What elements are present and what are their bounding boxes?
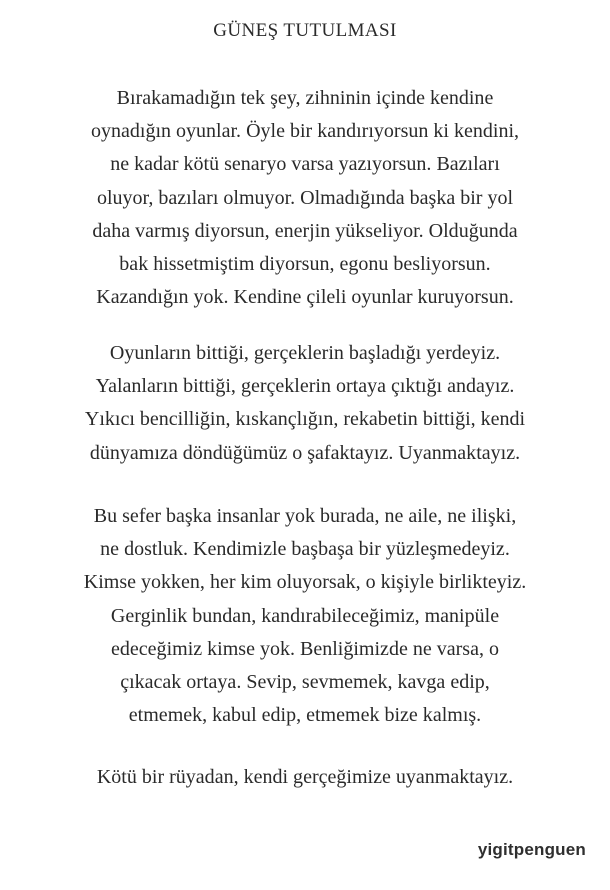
page-title: GÜNEŞ TUTULMASI bbox=[213, 20, 397, 41]
author-signature: yigitpenguen bbox=[477, 840, 586, 859]
text-line: Bırakamadığın tek şey, zihninin içinde kendine bbox=[116, 87, 494, 109]
text-line: oluyor, bazıları olmuyor. Olmadığında başka bir yol bbox=[96, 186, 514, 209]
paragraph-4 bbox=[0, 761, 610, 794]
text-line: Kazandığın yok. Kendine çileli oyunlar kuruyorsun. bbox=[96, 286, 514, 309]
text-line: Yıkıcı bencilliğin, kıskançlığın, rekabetin bittiği, kendi bbox=[84, 408, 526, 431]
text-line: Gerginlik bundan, kandırabileceğimiz, manipüle bbox=[110, 604, 500, 627]
paragraph-2 bbox=[0, 337, 610, 470]
text-line: Bu sefer başka insanlar yok burada, ne aile, ne ilişki, bbox=[93, 505, 517, 527]
text-line: bak hissetmiştim diyorsun, egonu besliyorsun. bbox=[119, 253, 491, 276]
text-line: Yalanların bittiği, gerçeklerin ortaya çıktığı andayız. bbox=[95, 375, 515, 398]
text-line: edeceğimiz kimse yok. Benliğimizde ne varsa, o bbox=[111, 637, 499, 660]
paragraph-1 bbox=[0, 82, 610, 314]
text-line: ne kadar kötü senaryo varsa yazıyorsun. Bazıları bbox=[110, 153, 500, 176]
text-line: daha varmış diyorsun, enerjin yükseliyor. Olduğunda bbox=[92, 219, 518, 242]
text-line: ne dostluk. Kendimizle başbaşa bir yüzleşmedeyiz. bbox=[100, 538, 510, 561]
text-line: çıkacak ortaya. Sevip, sevmemek, kavga edip, bbox=[120, 671, 490, 694]
text-line: dünyamıza döndüğümüz o şafaktayız. Uyanmaktayız. bbox=[89, 441, 521, 464]
paragraph-3 bbox=[0, 500, 610, 732]
text-line: oynadığın oyunlar. Öyle bir kandırıyorsun ki kendini, bbox=[90, 120, 520, 143]
text-line: Kötü bir rüyadan, kendi gerçeğimize uyanmaktayız. bbox=[96, 766, 514, 788]
text-line: Kimse yokken, her kim oluyorsak, o kişiyle birlikteyiz. bbox=[83, 571, 527, 594]
text-line: Oyunların bittiği, gerçeklerin başladığı yerdeyiz. bbox=[109, 342, 501, 364]
text-line: etmemek, kabul edip, etmemek bize kalmış. bbox=[128, 704, 482, 727]
